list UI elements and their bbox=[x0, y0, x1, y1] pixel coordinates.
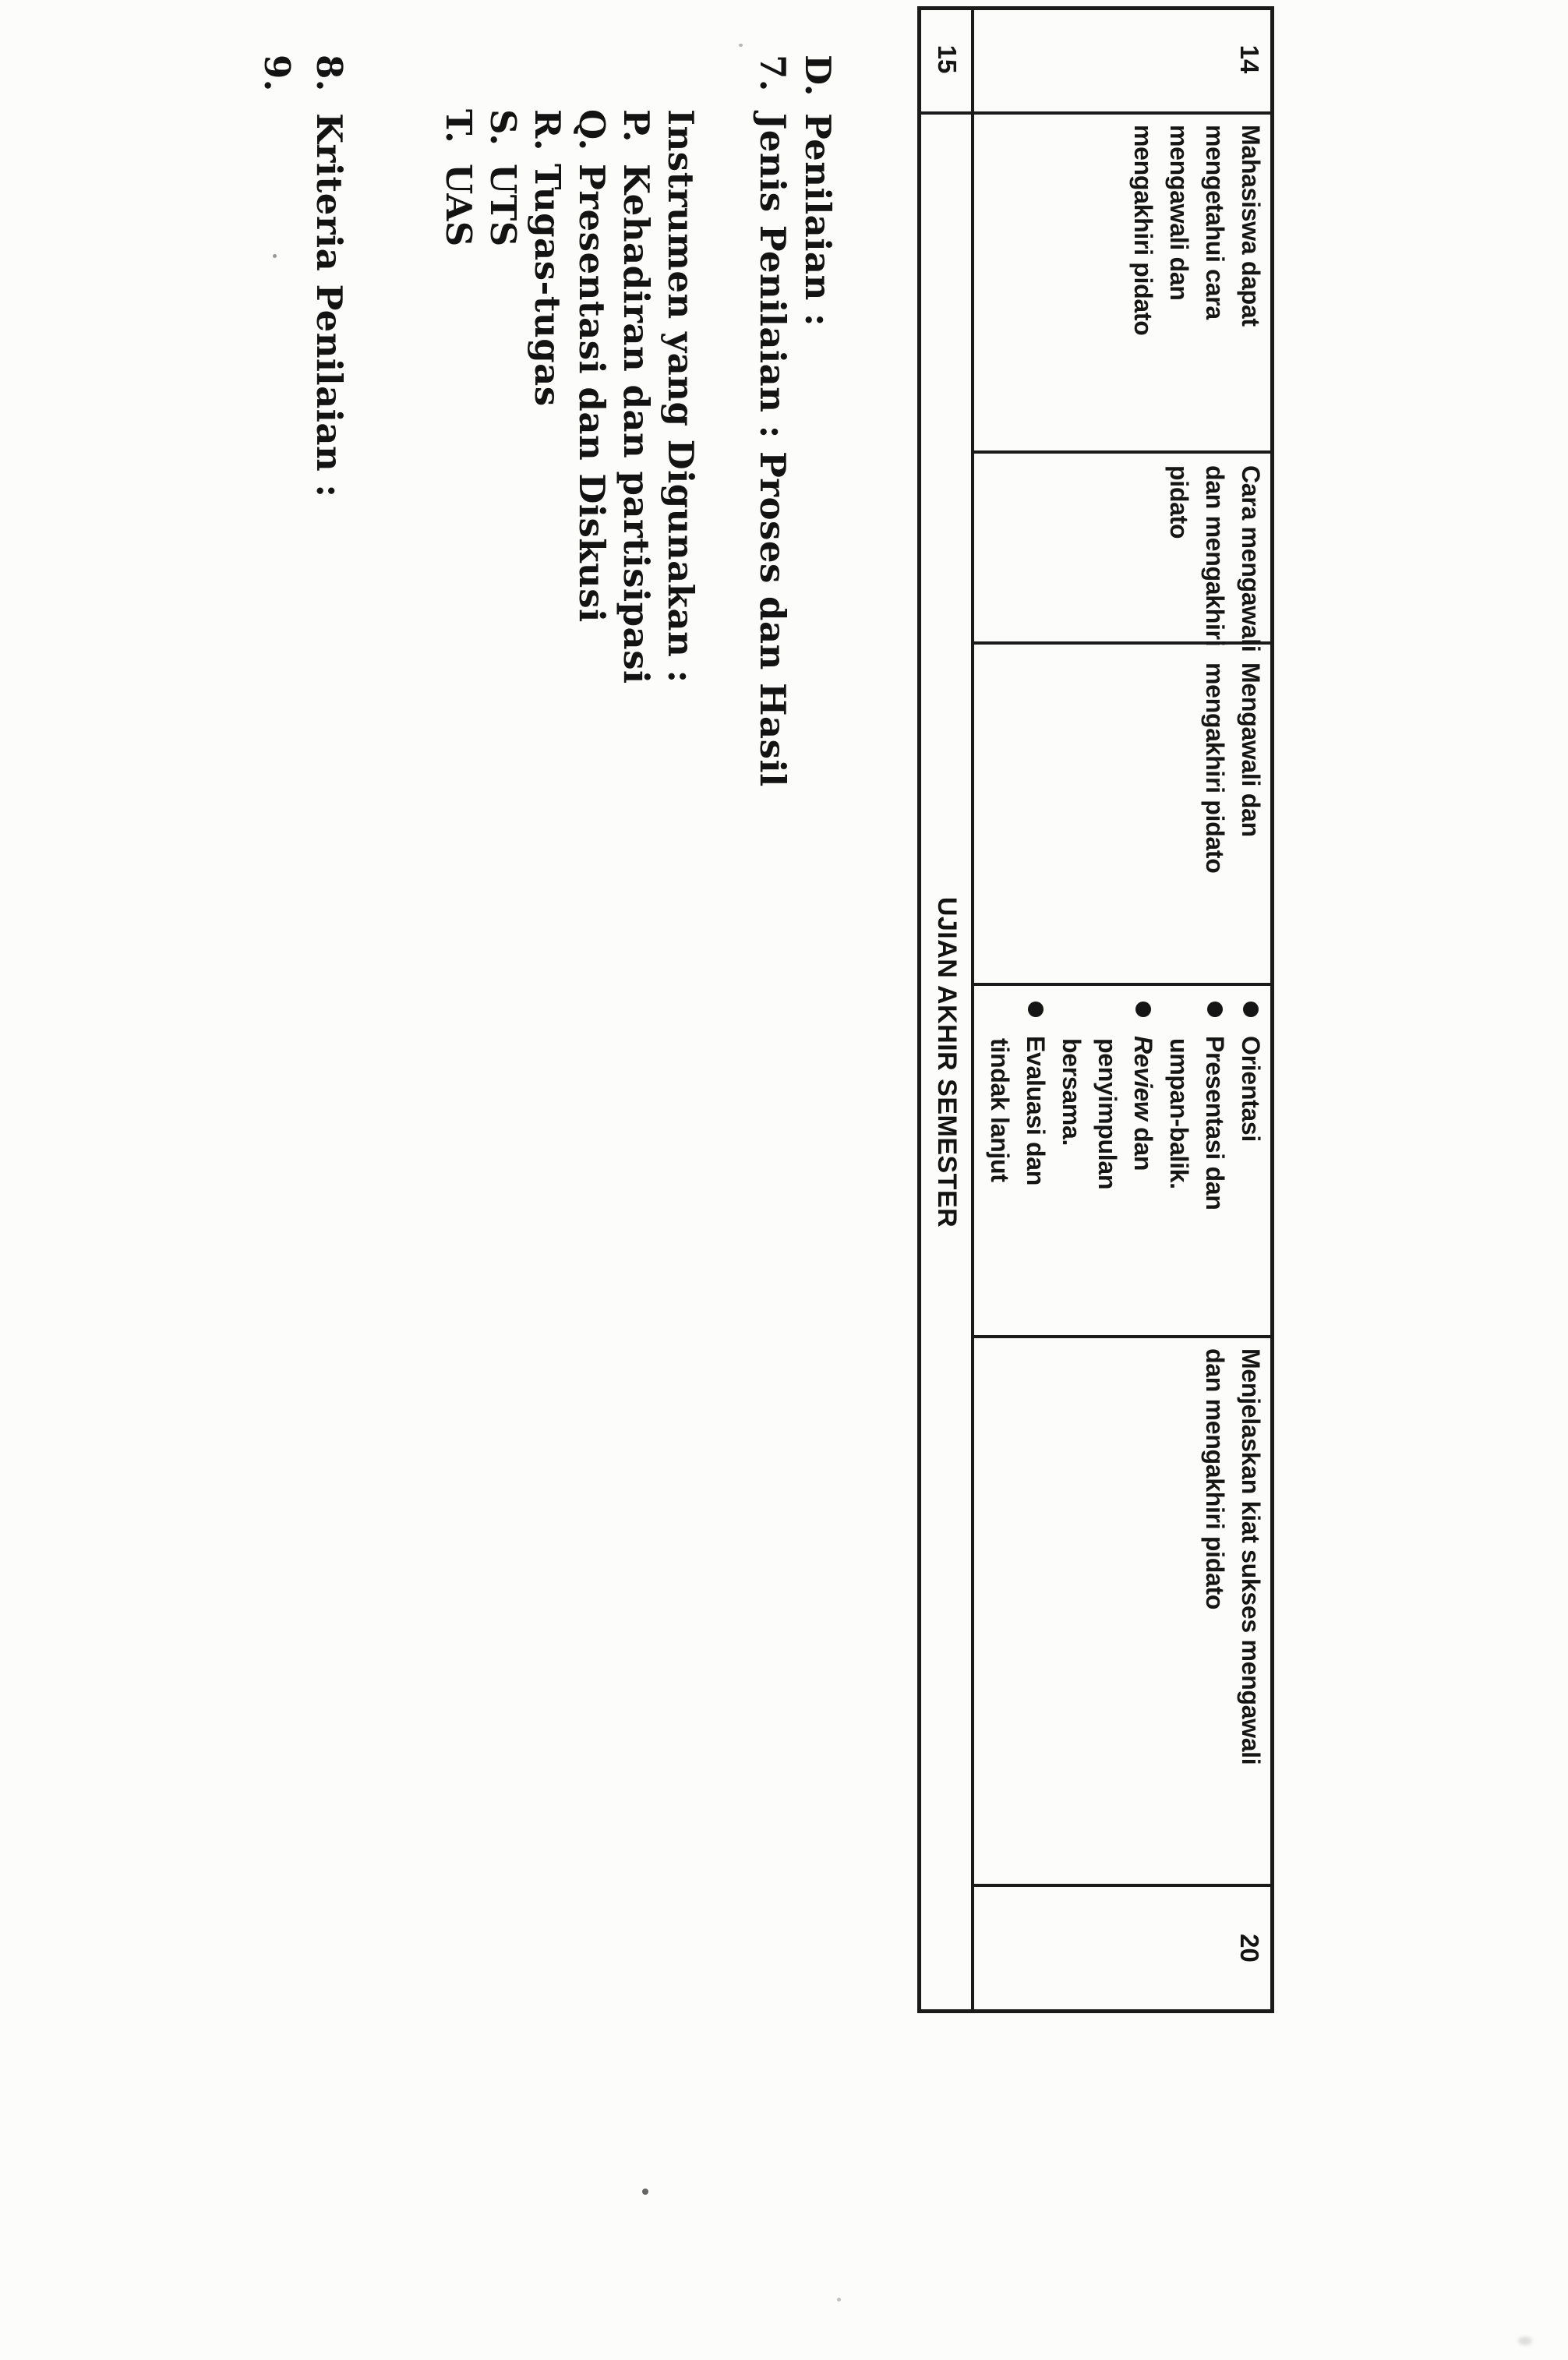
instrument-item-q bbox=[571, 109, 613, 623]
cell-indicator bbox=[1197, 1348, 1269, 1765]
assessment-item-7-text: Jenis Penilaian : Proses dan Hasil bbox=[752, 113, 793, 787]
topic-line: dan mengakhiri bbox=[1201, 465, 1229, 647]
bullet-icon bbox=[1243, 1002, 1259, 1017]
table-gridline bbox=[971, 450, 1274, 454]
table-row-separator bbox=[971, 6, 974, 2013]
scan-speck bbox=[837, 2298, 841, 2302]
assessment-item-8-text: Kriteria Penilaian : bbox=[309, 113, 350, 498]
instrument-item-r bbox=[527, 109, 568, 407]
scan-speck bbox=[642, 2189, 648, 2195]
instrument-text: UAS bbox=[438, 164, 479, 247]
instrument-text: Kehadiran dan partisipasi bbox=[616, 164, 657, 684]
bullet-icon bbox=[1135, 1002, 1151, 1017]
activity-item bbox=[1197, 1002, 1233, 1210]
instrument-text: UTS bbox=[482, 164, 524, 247]
bullet-icon bbox=[1207, 1002, 1223, 1017]
activity-text-line: umpan-balik. bbox=[1165, 1038, 1193, 1189]
instrument-text: Tugas-tugas bbox=[527, 164, 568, 407]
list-marker: S. bbox=[482, 109, 524, 147]
list-marker: T. bbox=[438, 109, 479, 144]
scan-speck bbox=[739, 44, 743, 47]
activity-item bbox=[1018, 1002, 1054, 1210]
indicator-line: dan mengakhiri pidato bbox=[1201, 1348, 1229, 1610]
indicator-line: Menjelaskan kiat sukses mengawali bbox=[1237, 1348, 1265, 1765]
instrument-item-t bbox=[438, 109, 479, 247]
cell-subtopic bbox=[1197, 662, 1269, 874]
objective-line: mengakhiri pidato bbox=[1129, 125, 1157, 336]
instrument-text: Presentasi dan Diskusi bbox=[571, 164, 613, 623]
topic-line: Cara mengawali bbox=[1237, 465, 1265, 652]
activity-text: Presentasi dan bbox=[1201, 1036, 1229, 1210]
activity-text: Evaluasi dan bbox=[1022, 1036, 1050, 1186]
subtopic-line: mengakhiri pidato bbox=[1201, 662, 1229, 874]
list-marker: R. bbox=[527, 109, 568, 152]
activity-text-line: tindak lanjut bbox=[986, 1038, 1014, 1182]
assessment-item-7 bbox=[752, 55, 793, 787]
activity-text-line: bersama. bbox=[1058, 1038, 1086, 1146]
objective-line: mengetahui cara bbox=[1201, 125, 1229, 320]
activity-item bbox=[1233, 1002, 1269, 1210]
activity-text-line: penyimpulan bbox=[1093, 1038, 1121, 1190]
objective-line: Mahasiswa dapat bbox=[1237, 125, 1265, 327]
topic-line: pidato bbox=[1165, 465, 1193, 539]
assessment-item-9 bbox=[256, 55, 298, 113]
cell-row-number: 15 bbox=[933, 44, 962, 74]
table-gridline bbox=[971, 1335, 1274, 1338]
activity-text-italic: Review bbox=[1129, 1036, 1157, 1121]
activity-item bbox=[1125, 1002, 1161, 1210]
instruments-heading: Instrumen yang Digunakan : bbox=[660, 109, 701, 684]
cell-topic bbox=[1161, 465, 1269, 652]
subtopic-line: Mengawali dan bbox=[1237, 662, 1265, 837]
cell-row-number: 14 bbox=[1235, 44, 1264, 74]
assessment-heading bbox=[797, 55, 839, 327]
scan-smudge bbox=[1518, 2337, 1532, 2345]
activity-text: Orientasi bbox=[1237, 1036, 1265, 1143]
list-marker: D. bbox=[797, 55, 839, 97]
assessment-item-8 bbox=[309, 55, 350, 498]
list-marker: P. bbox=[616, 109, 657, 143]
final-exam-title: UJIAN AKHIR SEMESTER bbox=[932, 896, 962, 1228]
list-marker: 9. bbox=[256, 55, 298, 92]
table-gridline bbox=[971, 983, 1274, 986]
instrument-item-p bbox=[616, 109, 657, 684]
list-marker: 8. bbox=[309, 55, 350, 92]
list-marker: Q. bbox=[571, 109, 613, 151]
table-gridline bbox=[971, 1884, 1274, 1887]
activity-text: dan bbox=[1129, 1120, 1157, 1171]
assessment-heading-text: Penilaian : bbox=[797, 113, 839, 327]
instrument-item-s bbox=[482, 109, 524, 247]
cell-activities bbox=[982, 1002, 1269, 1210]
objective-line: mengawali dan bbox=[1165, 125, 1193, 301]
cell-objective bbox=[1125, 125, 1269, 336]
scan-speck bbox=[273, 254, 277, 258]
bullet-icon bbox=[1028, 1002, 1044, 1017]
list-marker: 7. bbox=[752, 55, 793, 92]
cell-score: 20 bbox=[1235, 1934, 1264, 1963]
